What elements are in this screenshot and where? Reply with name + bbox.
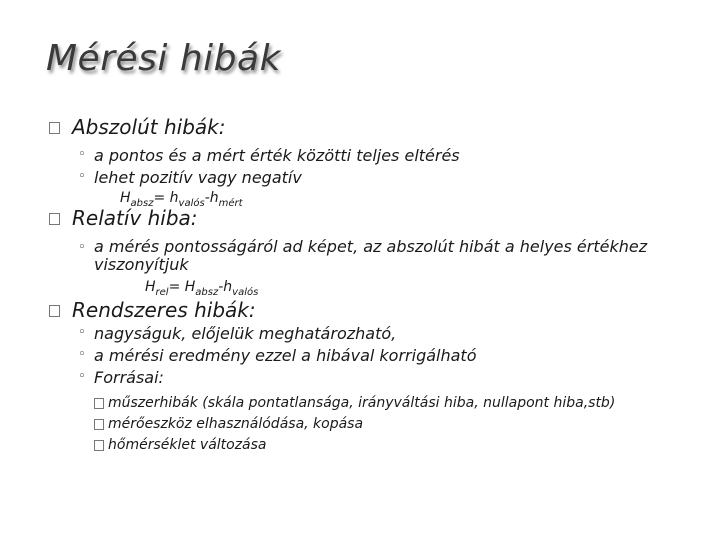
list-item-text: a mérés pontosságáról ad képet, az abszolút hibát a helyes értékhez viszonyítjuk — [94, 237, 648, 274]
formula-subscript: absz — [130, 197, 154, 209]
formula-symbol: H — [145, 279, 156, 295]
source-item-text: műszerhibák (skála pontatlansága, irányváltási hiba, nullapont hiba,stb) — [108, 395, 616, 411]
list-item-text: Forrásai: — [94, 368, 164, 387]
source-item — [94, 437, 267, 453]
formula-relative-error — [145, 279, 258, 298]
list-item — [78, 237, 654, 274]
formula-subscript: valós — [232, 286, 259, 298]
circle-bullet-icon: ◦ — [78, 347, 86, 362]
slide-title: Mérési hibák — [46, 38, 281, 79]
section-heading-text: Rendszeres hibák: — [72, 298, 256, 322]
list-item-text: a pontos és a mért érték közötti teljes eltérés — [94, 146, 460, 165]
list-item-text: nagyságuk, előjelük meghatározható, — [94, 324, 397, 343]
section-heading-relative-error — [72, 206, 198, 230]
section-heading-text: Abszolút hibák: — [72, 115, 226, 139]
formula-subscript: absz — [195, 286, 219, 298]
formula-symbol: H — [120, 190, 131, 206]
formula-subscript: mért — [218, 197, 243, 209]
list-item — [78, 324, 397, 343]
checkbox-bullet-icon — [94, 419, 104, 430]
list-item-text: a mérési eredmény ezzel a hibával korrigálható — [94, 346, 477, 365]
checkbox-bullet-icon — [49, 122, 60, 134]
circle-bullet-icon: ◦ — [78, 369, 86, 384]
list-item — [78, 168, 302, 187]
source-item-text: mérőeszköz elhasználódása, kopása — [108, 416, 364, 432]
formula-subscript: valós — [178, 197, 205, 209]
formula-subscript: rel — [155, 286, 169, 298]
section-heading-absolute-errors — [72, 115, 225, 139]
checkbox-bullet-icon — [94, 398, 104, 409]
source-item-text: hőmérséklet változása — [108, 437, 267, 453]
formula-symbol: = h — [153, 190, 179, 206]
circle-bullet-icon: ◦ — [78, 147, 86, 162]
section-heading-text: Relatív hiba: — [72, 206, 198, 230]
list-item-text: lehet pozitív vagy negatív — [94, 168, 302, 187]
list-item — [78, 346, 477, 365]
formula-symbol: = H — [168, 279, 196, 295]
checkbox-bullet-icon — [94, 440, 104, 451]
circle-bullet-icon: ◦ — [78, 325, 86, 340]
list-item — [78, 146, 460, 165]
source-item — [94, 395, 615, 411]
source-item — [94, 416, 363, 432]
circle-bullet-icon: ◦ — [78, 169, 86, 184]
checkbox-bullet-icon — [49, 213, 60, 225]
formula-symbol: -h — [218, 279, 233, 295]
section-heading-systematic-errors — [72, 298, 256, 322]
circle-bullet-icon: ◦ — [78, 240, 86, 255]
checkbox-bullet-icon — [49, 305, 60, 317]
list-item — [78, 368, 164, 387]
formula-symbol: -h — [204, 190, 219, 206]
